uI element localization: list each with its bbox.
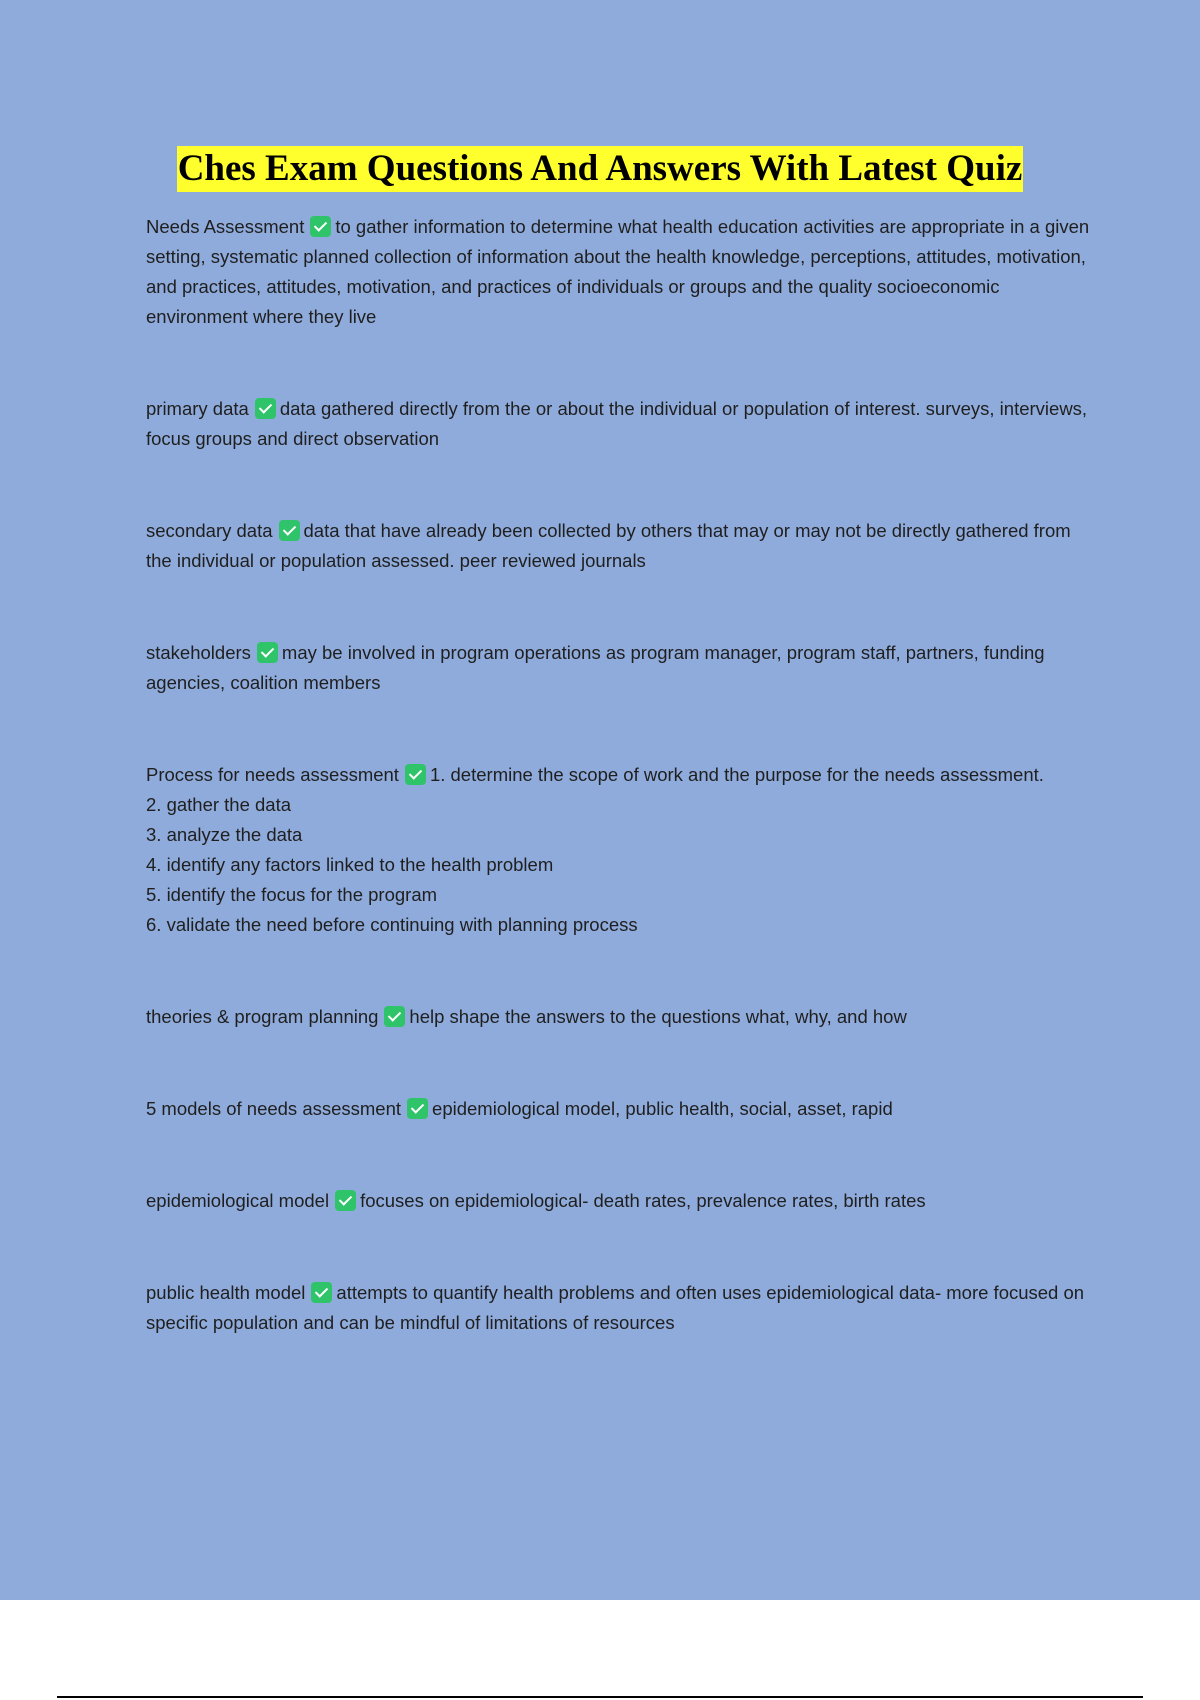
qa-entry bbox=[146, 1002, 1096, 1032]
check-icon bbox=[255, 398, 276, 419]
qa-item-public-health-model bbox=[146, 1278, 1096, 1338]
qa-term: epidemiological model bbox=[146, 1190, 330, 1211]
title-wrapper bbox=[0, 146, 1200, 192]
qa-item-needs-assessment bbox=[146, 212, 1096, 332]
check-icon bbox=[279, 520, 300, 541]
qa-item-theories-program-planning bbox=[146, 1002, 1096, 1032]
qa-item-epidemiological-model bbox=[146, 1186, 1096, 1216]
qa-answer: data that have already been collected by others that may or may not be directly gathered from the individual or population assessed. peer reviewed journals bbox=[146, 520, 1071, 571]
qa-item-stakeholders bbox=[146, 638, 1096, 698]
qa-entry bbox=[146, 638, 1096, 698]
qa-answer: focuses on epidemiological- death rates, prevalence rates, birth rates bbox=[360, 1190, 926, 1211]
qa-item-secondary-data bbox=[146, 516, 1096, 576]
qa-term: Process for needs assessment bbox=[146, 764, 399, 785]
document-title: Ches Exam Questions And Answers With Latest Quiz bbox=[177, 146, 1024, 192]
qa-entry bbox=[146, 1094, 1096, 1124]
qa-entry bbox=[146, 212, 1096, 332]
qa-term: 5 models of needs assessment bbox=[146, 1098, 402, 1119]
qa-answer: data gathered directly from the or about the individual or population of interest. surveys, interviews, focus groups and direct observation bbox=[146, 398, 1088, 449]
qa-term: primary data bbox=[146, 398, 249, 419]
qa-entry bbox=[146, 760, 1096, 790]
qa-item-process-needs-assessment bbox=[146, 760, 1096, 940]
process-step: 4. identify any factors linked to the health problem bbox=[146, 854, 554, 875]
process-step: 3. analyze the data bbox=[146, 824, 303, 845]
process-step: 5. identify the focus for the program bbox=[146, 884, 438, 905]
check-icon bbox=[384, 1006, 405, 1027]
check-icon bbox=[310, 216, 331, 237]
qa-entry bbox=[146, 394, 1096, 454]
qa-item-primary-data bbox=[146, 394, 1096, 454]
qa-entry bbox=[146, 1278, 1096, 1338]
check-icon bbox=[407, 1098, 428, 1119]
qa-answer: 1. determine the scope of work and the purpose for the needs assessment. bbox=[429, 764, 1044, 785]
check-icon bbox=[311, 1282, 332, 1303]
qa-entry bbox=[146, 1186, 1096, 1216]
footer-divider bbox=[57, 1696, 1143, 1698]
qa-answer: help shape the answers to the questions what, why, and how bbox=[409, 1006, 907, 1027]
process-step: 6. validate the need before continuing with planning process bbox=[146, 914, 638, 935]
check-icon bbox=[335, 1190, 356, 1211]
qa-entry bbox=[146, 516, 1096, 576]
qa-answer: may be involved in program operations as program manager, program staff, partners, funding agencies, coalition members bbox=[146, 642, 1045, 693]
process-step: 2. gather the data bbox=[146, 794, 292, 815]
qa-item-five-models bbox=[146, 1094, 1096, 1124]
qa-term: secondary data bbox=[146, 520, 273, 541]
qa-answer: epidemiological model, public health, social, asset, rapid bbox=[432, 1098, 893, 1119]
qa-answer: attempts to quantify health problems and often uses epidemiological data- more focused on specific population and can be mindful of limitations of resources bbox=[146, 1282, 1085, 1333]
check-icon bbox=[405, 764, 426, 785]
check-icon bbox=[257, 642, 278, 663]
qa-term: public health model bbox=[146, 1282, 306, 1303]
qa-list bbox=[146, 212, 1096, 1400]
qa-term: stakeholders bbox=[146, 642, 251, 663]
qa-answer: to gather information to determine what health education activities are appropriate in a given setting, systematic planned collection of information about the health knowledge, perceptions, attitudes, motivation, and practices, attitudes, motivation, and practices of individuals or groups and the quality socioeconomic environment where they live bbox=[146, 216, 1090, 327]
qa-term: theories & program planning bbox=[146, 1006, 379, 1027]
qa-term: Needs Assessment bbox=[146, 216, 305, 237]
